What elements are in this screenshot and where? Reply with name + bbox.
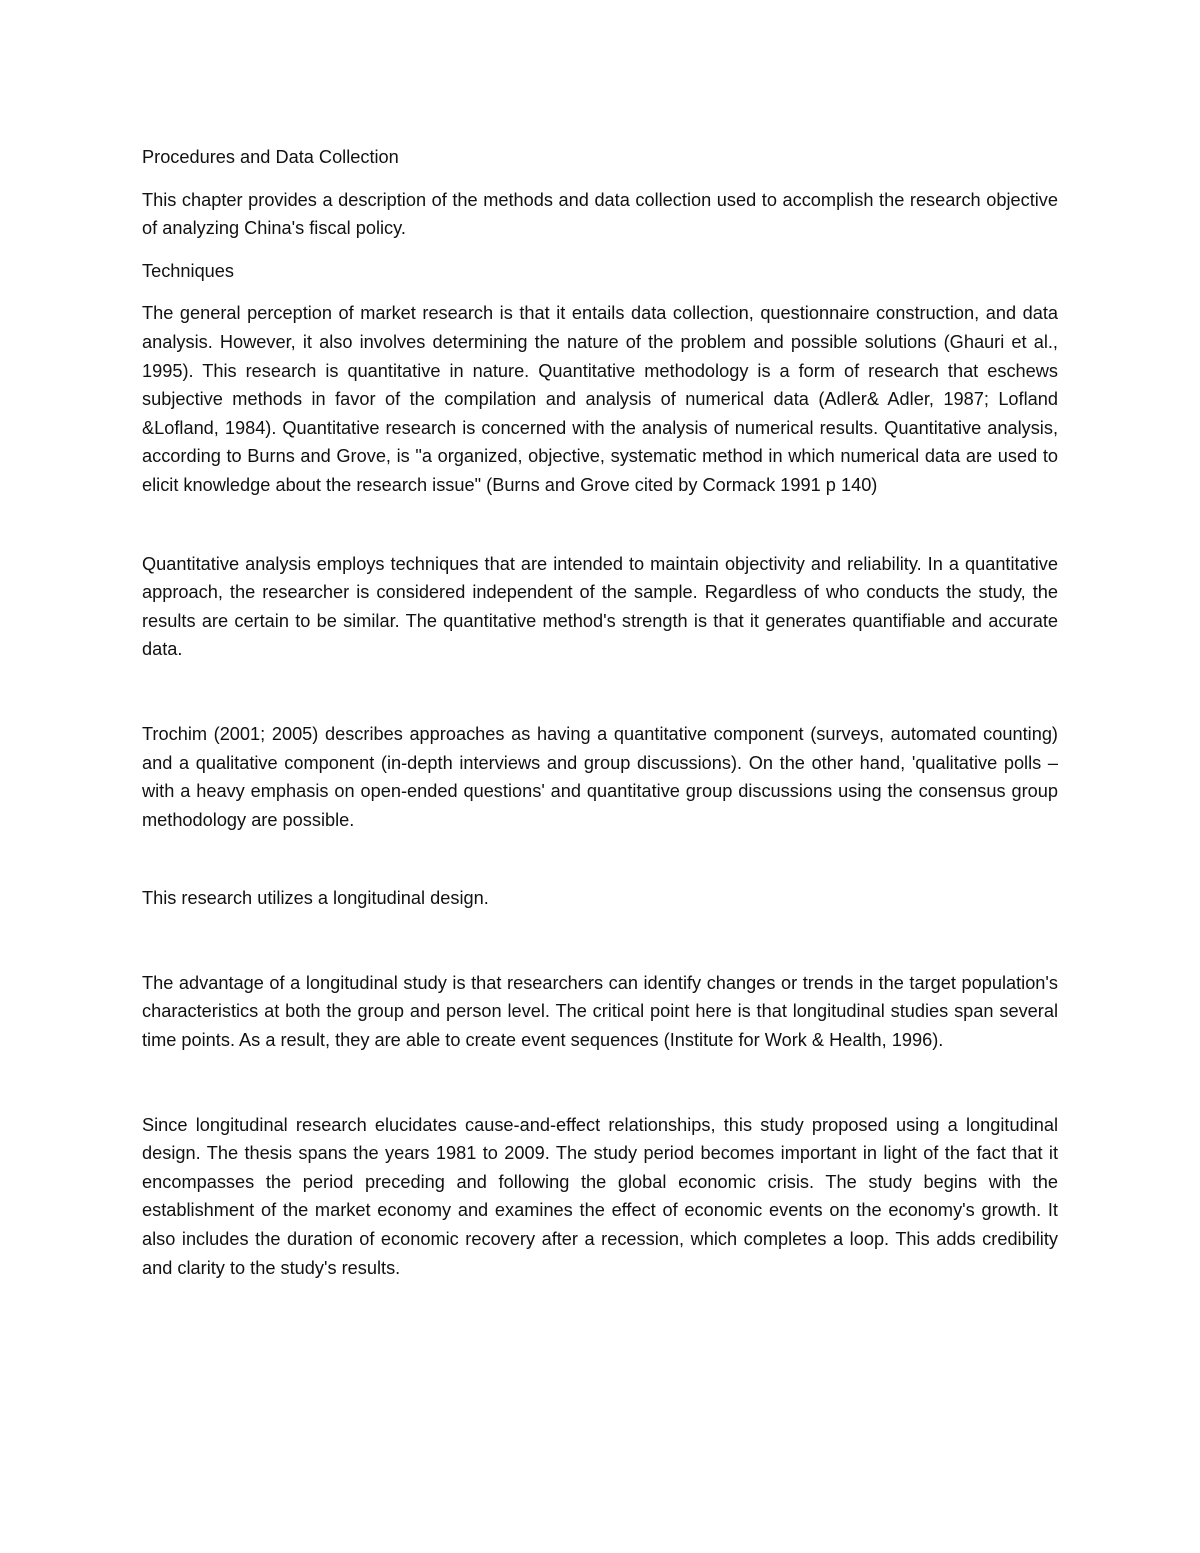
paragraph-market-research: The general perception of market research is that it entails data collection, questionnaire construction, and data analysis. However, it also involves determining the nature of the problem and possible solutions (Ghauri et al., 1995). This research is quantitative in nature. Quantitative methodology is a form of research that eschews subjective methods in favor of the compilation and analysis of numerical data (Adler& Adler, 1987; Lofland &Lofland, 1984). Quantitative research is concerned with the analysis of numerical results. Quantitative analysis, according to Burns and Grove, is "a organized, objective, systematic method in which numerical data are used to elicit knowledge about the research issue" (Burns and Grove cited by Cormack 1991 p 140) xyxy=(142,303,1058,495)
paragraph-study-period: Since longitudinal research elucidates cause-and-effect relationships, this study proposed using a longitudinal design. The thesis spans the years 1981 to 2009. The study period becomes important in light of the fact that it encompasses the period preceding and following the global economic crisis. The study begins with the establishment of the market economy and examines the effect of economic events on the economy's growth. It also includes the duration of economic recovery after a recession, which completes a loop. This adds credibility and clarity to the study's results. xyxy=(142,1114,1058,1278)
document-title: Procedures and Data Collection xyxy=(142,147,399,167)
paragraph-quantitative-analysis: Quantitative analysis employs techniques that are intended to maintain objectivity and reliability. In a quantitative approach, the researcher is considered independent of the sample. Regardless of who conducts the study, the results are certain to be similar. The quantitative method's strength is that it generates quantifiable and accurate data. xyxy=(142,553,1058,660)
section-heading-techniques: Techniques xyxy=(142,260,235,281)
paragraph-trochim: Trochim (2001; 2005) describes approaches as having a quantitative component (surveys, automated counting) and a qualitative component (in-depth interviews and group discussions). On the other hand, 'qualitative polls – with a heavy emphasis on open-ended questions' and quantitative group discussions using the consensus group methodology are possible. xyxy=(142,723,1058,830)
intro-paragraph: This chapter provides a description of the methods and data collection used to accomplish the research objective of analyzing China's fiscal policy. xyxy=(142,189,1058,239)
paragraph-longitudinal-advantage: The advantage of a longitudinal study is that researchers can identify changes or trends in the target population's characteristics at both the group and person level. The critical point here is that longitudinal studies span several time points. As a result, they are able to create event sequences (Institute for Work & Health, 1996). xyxy=(142,972,1058,1051)
paragraph-longitudinal-design: This research utilizes a longitudinal design. xyxy=(142,888,489,909)
document-body xyxy=(142,143,1058,1282)
